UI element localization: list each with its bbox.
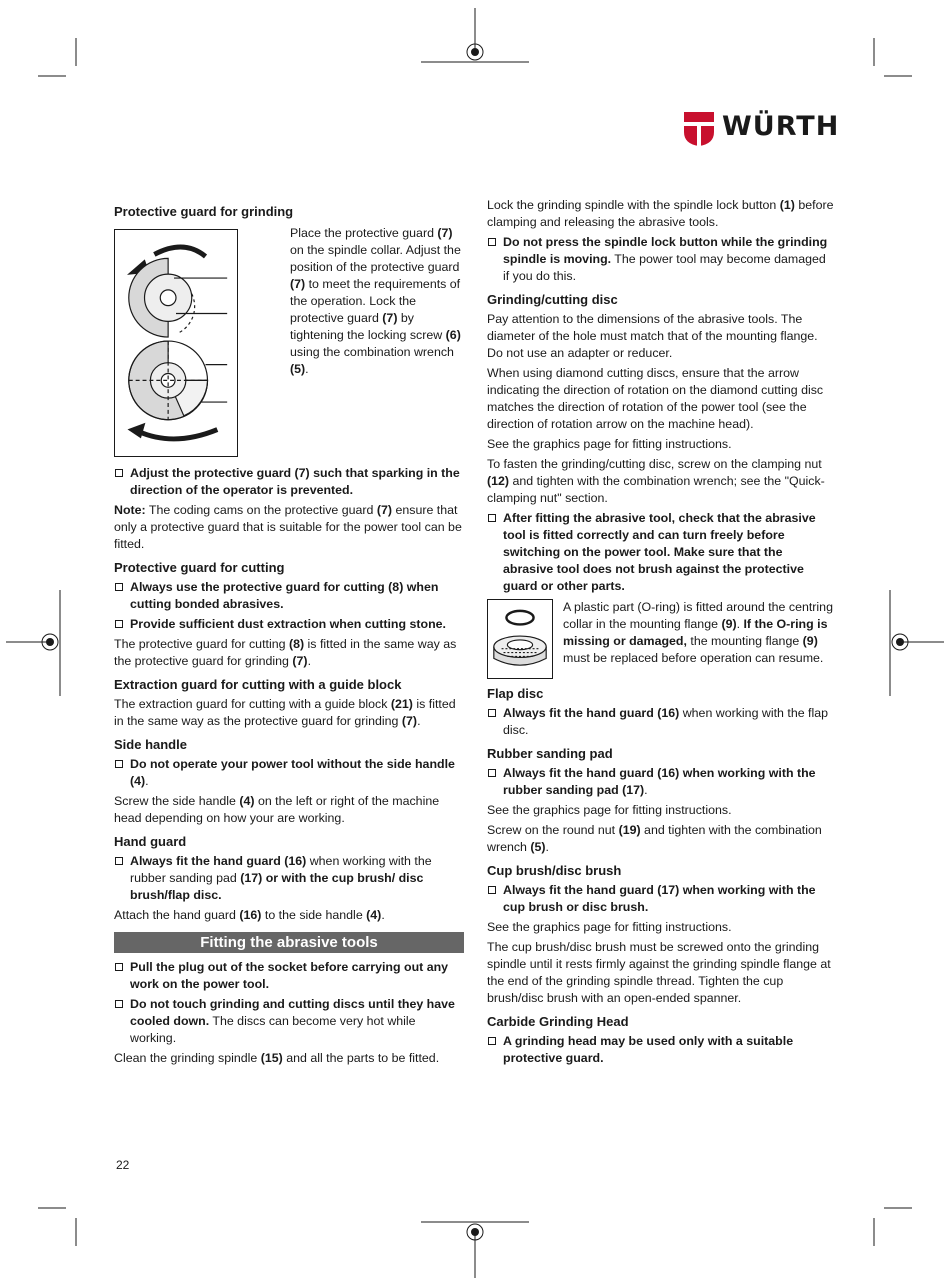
warning-pull-plug: Pull the plug out of the socket before carrying out any work on the power tool. (114, 959, 464, 993)
oring-text: A plastic part (O-ring) is fitted around the centring collar in the mounting flange (9). If the O-ring is missing or damaged, the mounting flange (9) must be replaced before operation can resume. (563, 600, 833, 665)
disc-dimensions-text: Pay attention to the dimensions of the abrasive tools. The diameter of the hole must match that of the mounting flange. Do not use an adapter or reducer. (487, 312, 818, 360)
spindle-lock-text: Lock the grinding spindle with the spindle lock button (1) before clamping and releasing the abrasive tools. (487, 198, 834, 229)
graphics-page-text: See the graphics page for fitting instructions. (487, 437, 732, 451)
warning-grinding-head: A grinding head may be used only with a suitable protective guard. (487, 1033, 835, 1067)
checkbox-icon (115, 963, 123, 971)
protective-guard-illustration (114, 229, 238, 457)
rubber-pad-graphics-text: See the graphics page for fitting instructions. (487, 803, 732, 817)
checkbox-icon (115, 620, 123, 628)
cutting-guard-text: The protective guard for cutting (8) is fitted in the same way as the protective guard for grinding (7). (114, 637, 457, 668)
clean-spindle-text: Clean the grinding spindle (15) and all the parts to be fitted. (114, 1051, 440, 1065)
heading-protective-guard-cutting: Protective guard for cutting (114, 560, 285, 575)
checkbox-icon (115, 760, 123, 768)
brand-name: WÜRTH (722, 111, 840, 142)
heading-carbide-grinding-head: Carbide Grinding Head (487, 1014, 629, 1029)
heading-cup-brush: Cup brush/disc brush (487, 863, 622, 878)
left-column (114, 197, 464, 1070)
round-nut-text: Screw on the round nut (19) and tighten with the combination wrench (5). (487, 823, 822, 854)
heading-protective-guard-grinding: Protective guard for grinding (114, 204, 294, 219)
warning-rubber-sanding-pad: Always fit the hand guard (16) when working with the rubber sanding pad (17). (487, 765, 835, 799)
checkbox-icon (488, 238, 496, 246)
warning-cutting-guard: Always use the protective guard for cutting (8) when cutting bonded abrasives. (114, 579, 464, 613)
heading-rubber-sanding-pad: Rubber sanding pad (487, 746, 613, 761)
heading-hand-guard: Hand guard (114, 834, 187, 849)
heading-flap-disc: Flap disc (487, 686, 544, 701)
checkbox-icon (115, 583, 123, 591)
warning-side-handle: Do not operate your power tool without the side handle (4). (114, 756, 464, 790)
checkbox-icon (115, 857, 123, 865)
hand-guard-text: Attach the hand guard (16) to the side handle (4). (114, 908, 385, 922)
oring-figure-row (487, 599, 835, 679)
oring-flange-illustration (487, 599, 553, 679)
diamond-disc-text: When using diamond cutting discs, ensure that the arrow indicating the direction of rotation on the diamond cutting disc matches the direction of rotation of the power tool (see the direction of rotation arrow on the machine head). (487, 366, 824, 431)
checkbox-icon (488, 886, 496, 894)
cup-brush-text: The cup brush/disc brush must be screwed onto the grinding spindle until it rests firmly against the grinding spindle flange at the end of the grinding spindle thread. Tighten the cup brush/disc brush with an open-ended spanner. (487, 940, 831, 1005)
right-column (487, 197, 835, 1070)
clamping-nut-text: To fasten the grinding/cutting disc, screw on the clamping nut (12) and tighten with the combination wrench; see the "Quick-clamping nut" section. (487, 457, 825, 505)
checkbox-icon (115, 469, 123, 477)
checkbox-icon (488, 709, 496, 717)
note-coding-cams: Note: The coding cams on the protective guard (7) ensure that only a protective guard that is suitable for the power tool can be fitted. (114, 503, 462, 551)
warning-check-fit: After fitting the abrasive tool, check that the abrasive tool is fitted correctly and can turn freely before switching on the power tool. Make sure that the abrasive tool does not brush against the protective guard or other parts. (487, 510, 835, 595)
heading-grinding-cutting-disc: Grinding/cutting disc (487, 292, 618, 307)
warning-spindle-lock: Do not press the spindle lock button while the grinding spindle is moving. The power tool may become damaged if you do this. (487, 234, 835, 285)
checkbox-icon (488, 514, 496, 522)
warning-adjust-guard: Adjust the protective guard (7) such that sparking in the direction of the operator is prevented. (114, 465, 464, 499)
heading-side-handle: Side handle (114, 737, 187, 752)
heading-extraction-guard: Extraction guard for cutting with a guide block (114, 677, 402, 692)
warning-flap-disc: Always fit the hand guard (16) when working with the flap disc. (487, 705, 835, 739)
warning-hand-guard: Always fit the hand guard (16) when working with the rubber sanding pad (17) or with the cup brush/ disc brush/flap disc. (114, 853, 464, 904)
warning-hot-discs: Do not touch grinding and cutting discs until they have cooled down. The discs can become very hot while working. (114, 996, 464, 1047)
checkbox-icon (488, 1037, 496, 1045)
warning-cup-brush: Always fit the hand guard (17) when working with the cup brush or disc brush. (487, 882, 835, 916)
side-handle-text: Screw the side handle (4) on the left or right of the machine head depending on how your are working. (114, 794, 440, 825)
page-number: 22 (116, 1158, 130, 1172)
checkbox-icon (488, 769, 496, 777)
cup-brush-graphics-text: See the graphics page for fitting instructions. (487, 920, 732, 934)
warning-dust-extraction: Provide sufficient dust extraction when cutting stone. (114, 616, 464, 633)
protective-guard-figure-row (114, 223, 464, 457)
checkbox-icon (115, 1000, 123, 1008)
extraction-guard-text: The extraction guard for cutting with a guide block (21) is fitted in the same way as the protective guard for grinding (7). (114, 697, 456, 728)
protective-guard-grinding-text: Place the protective guard (7) on the spindle collar. Adjust the position of the protective guard (7) to meet the requirements of the operation. Lock the protective guard (7) by tightening the locking screw (6) using the combination wrench (5). (290, 226, 461, 376)
section-band-fitting-abrasive-tools: Fitting the abrasive tools (114, 932, 464, 953)
